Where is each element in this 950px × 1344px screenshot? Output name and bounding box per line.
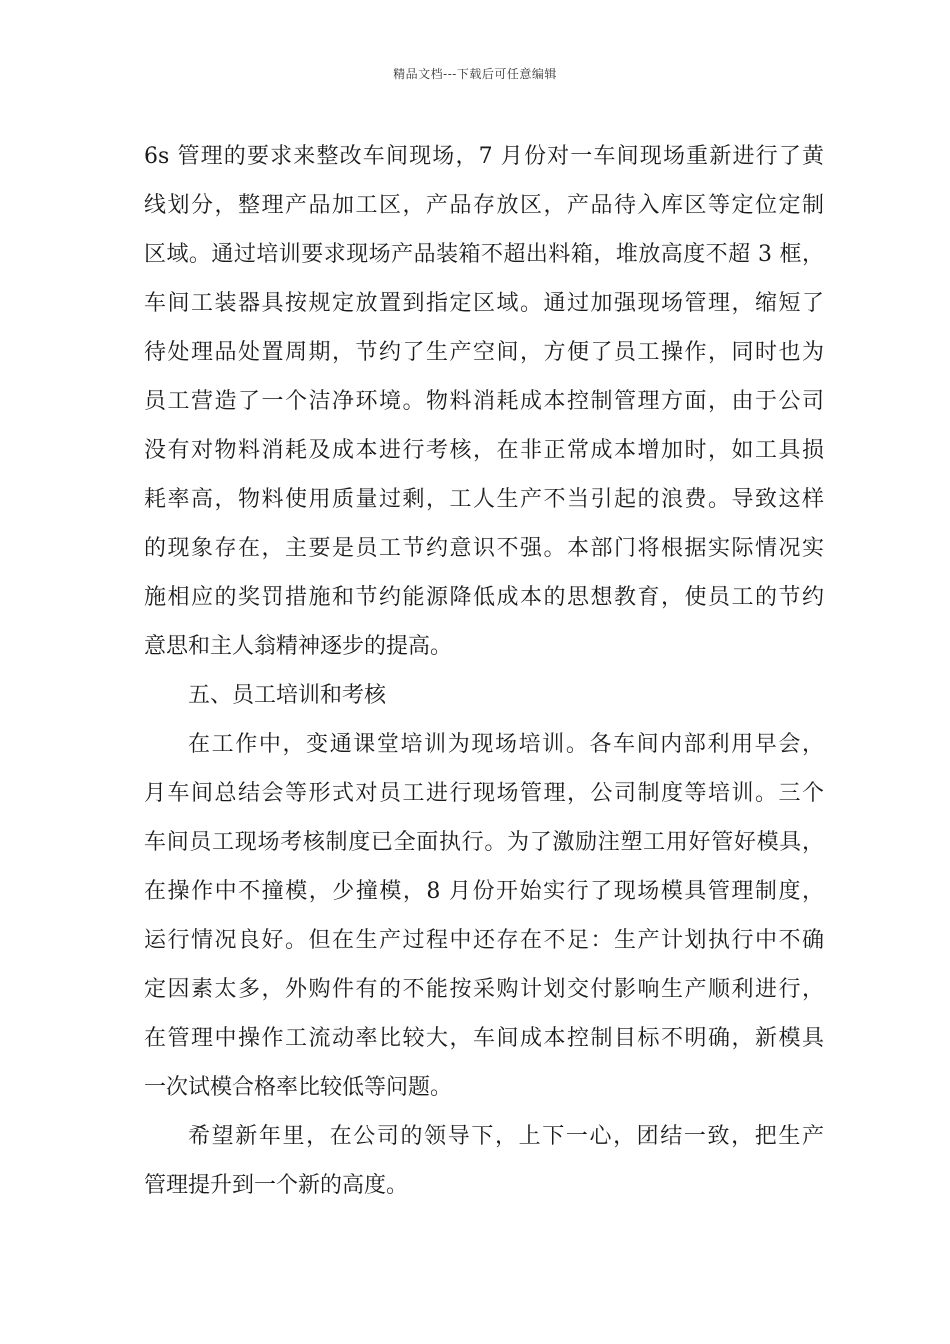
text-line: 的现象存在，主要是员工节约意识不强。本部门将根据实际情况实 bbox=[144, 536, 824, 561]
text-line: 一次试模合格率比较低等问题。 bbox=[144, 1075, 453, 1100]
text-line: 线划分，整理产品加工区，产品存放区，产品待入库区等定位定制 bbox=[144, 193, 824, 218]
text-line: 在管理中操作工流动率比较大，车间成本控制目标不明确，新模具 bbox=[144, 1026, 824, 1051]
text-line: 月车间总结会等形式对员工进行现场管理，公司制度等培训。三个 bbox=[144, 781, 824, 806]
text-line: 在工作中，变通课堂培训为现场培训。各车间内部利用早会， bbox=[188, 732, 824, 757]
text-line: 区域。通过培训要求现场产品装箱不超出料箱，堆放高度不超 3 框， bbox=[144, 242, 824, 267]
text-line: 员工营造了一个洁净环境。物料消耗成本控制管理方面，由于公司 bbox=[144, 389, 824, 414]
section-heading-training bbox=[144, 671, 824, 720]
text-line: 待处理品处置周期，节约了生产空间，方便了员工操作，同时也为 bbox=[144, 340, 824, 365]
paragraph-6s-management bbox=[144, 132, 824, 671]
text-line: 意思和主人翁精神逐步的提高。 bbox=[144, 634, 453, 659]
text-line: 希望新年里，在公司的领导下，上下一心，团结一致，把生产 bbox=[188, 1124, 824, 1149]
text-line: 运行情况良好。但在生产过程中还存在不足：生产计划执行中不确 bbox=[144, 928, 824, 953]
text-line: 车间工装器具按规定放置到指定区域。通过加强现场管理，缩短了 bbox=[144, 291, 824, 316]
text-line: 在操作中不撞模，少撞模，8 月份开始实行了现场模具管理制度， bbox=[144, 879, 824, 904]
text-line: 施相应的奖罚措施和节约能源降低成本的思想教育，使员工的节约 bbox=[144, 585, 824, 610]
page-header: 精品文档---下载后可任意编辑 bbox=[393, 67, 557, 81]
section-title: 五、员工培训和考核 bbox=[188, 683, 387, 708]
text-line: 管理提升到一个新的高度。 bbox=[144, 1173, 409, 1198]
document-body bbox=[144, 132, 824, 1210]
text-line: 定因素太多，外购件有的不能按采购计划交付影响生产顺利进行， bbox=[144, 977, 824, 1002]
paragraph-training bbox=[144, 720, 824, 1112]
text-line: 车间员工现场考核制度已全面执行。为了激励注塑工用好管好模具， bbox=[144, 830, 824, 855]
paragraph-new-year bbox=[144, 1112, 824, 1210]
text-line: 没有对物料消耗及成本进行考核，在非正常成本增加时，如工具损 bbox=[144, 438, 824, 463]
text-line: 耗率高，物料使用质量过剩，工人生产不当引起的浪费。导致这样 bbox=[144, 487, 824, 512]
text-line: 6s 管理的要求来整改车间现场，7 月份对一车间现场重新进行了黄 bbox=[144, 144, 824, 169]
